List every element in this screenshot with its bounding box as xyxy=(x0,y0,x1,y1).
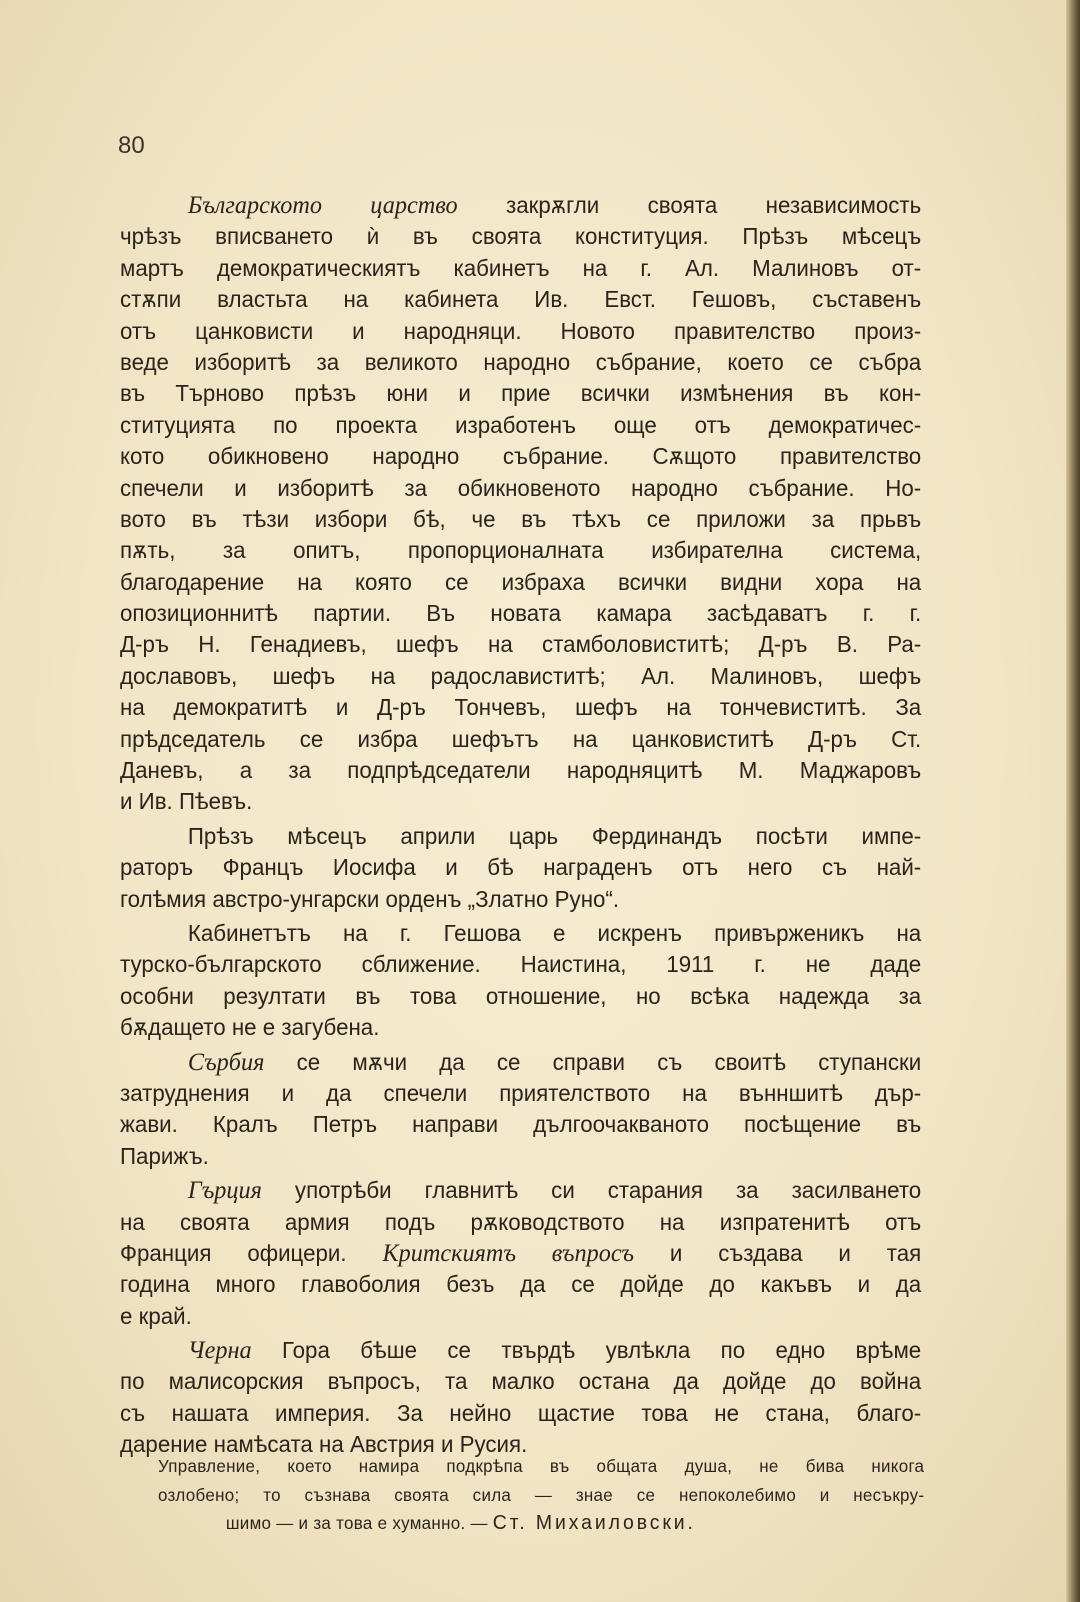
text-line xyxy=(120,661,921,692)
text-span: голѣмия австро-унгарски орденъ „Златно Руно“. xyxy=(120,885,620,912)
text-line xyxy=(120,1269,921,1300)
text-span: по малисорския въпросъ, та малко остана да дойде до война xyxy=(120,1368,922,1395)
text-line xyxy=(120,1366,921,1397)
quote-line: Управление, което намира подкрѣпа въ общата душа, не бива никога xyxy=(158,1456,925,1476)
text-line xyxy=(120,504,921,535)
text-span: Парижъ. xyxy=(120,1142,209,1169)
text-line xyxy=(120,786,921,817)
text-line xyxy=(120,884,921,915)
text-line xyxy=(120,567,921,598)
text-line xyxy=(120,1141,921,1172)
text-line xyxy=(120,347,921,378)
text-span: благодарение на която се избраха всички видни хора на xyxy=(120,568,922,595)
text-span: прѣдседатель се избра шефътъ на цанковиститѣ Д-ръ Ст. xyxy=(120,725,922,752)
text-span: затруднения и да спечели приятелството на вънншитѣ дър- xyxy=(120,1079,922,1106)
text-span: бѫдащето не е загубена. xyxy=(120,1014,380,1041)
text-span: на своята армия подъ рѫководството на изпратенитѣ отъ xyxy=(120,1208,922,1235)
text-line xyxy=(120,1047,921,1078)
text-line xyxy=(120,1175,921,1206)
text-line xyxy=(120,724,921,755)
text-span: и създава и тая xyxy=(633,1239,922,1266)
text-line xyxy=(120,190,921,221)
text-span: дарение намѣсата на Австрия и Русия. xyxy=(120,1431,528,1458)
text-line xyxy=(120,1078,921,1109)
text-line xyxy=(120,410,921,441)
text-span: особни резултати въ това отношение, но всѣка надежда за xyxy=(120,982,922,1009)
text-line xyxy=(120,221,921,252)
text-span: на демократитѣ и Д-ръ Тончевъ, шефъ на тончевиститѣ. За xyxy=(120,694,922,721)
text-span: се мѫчи да се справи съ своитѣ ступански xyxy=(264,1048,922,1075)
italic-term: Сърбия xyxy=(187,1048,265,1076)
text-span: опозиционнитѣ партии. Въ новата камара засѣдаватъ г. г. xyxy=(120,600,922,627)
text-line xyxy=(120,1335,921,1366)
text-span: Кабинетътъ на г. Гешова е искренъ привърженикъ на xyxy=(187,919,922,946)
text-line xyxy=(120,692,921,723)
text-span: година много главоболия безъ да се дойде до какъвъ и да xyxy=(120,1271,922,1298)
italic-term: Българското царство xyxy=(187,192,458,219)
text-line xyxy=(120,316,921,347)
text-line xyxy=(120,821,921,852)
italic-term: Черна xyxy=(187,1337,252,1365)
quote-line: озлобено; то съзнава своята сила — знае се непоколебимо и несъкру- xyxy=(158,1484,925,1505)
text-line xyxy=(120,755,921,786)
text-span: кото обикновено народно събрание. Сѫщото правителство xyxy=(120,443,922,470)
epigraph-quote xyxy=(158,1452,948,1538)
text-line xyxy=(120,1398,921,1429)
text-line xyxy=(120,949,921,980)
page-number: 80 xyxy=(118,132,145,159)
text-span: закрѫгли своята независимость xyxy=(457,192,922,218)
italic-term: Гърция xyxy=(187,1177,262,1205)
text-line xyxy=(120,981,921,1012)
text-span: чрѣзъ вписването ѝ въ своята конституция. Прѣзъ мѣсецъ xyxy=(120,223,922,250)
text-span: Франция офицери. xyxy=(120,1239,383,1266)
text-span: и Ив. Пѣевъ. xyxy=(120,788,253,815)
quote-author: Ст. Михаиловски. xyxy=(492,1512,696,1534)
text-span: спечели и изборитѣ за обикновеното народно събрание. Но- xyxy=(120,474,922,501)
italic-term: Критскиятъ въпросъ xyxy=(382,1239,634,1267)
text-span: Прѣзъ мѣсецъ априли царь Фердинандъ посѣти импе- xyxy=(187,822,922,849)
quote-line-text: шимо — и за това е хуманно. — xyxy=(225,1513,488,1533)
text-span: е край. xyxy=(120,1302,192,1329)
text-line xyxy=(120,1207,921,1238)
text-span: мартъ демократическиятъ кабинетъ на г. Ал. Малиновъ от- xyxy=(120,254,922,281)
text-line xyxy=(120,598,921,629)
text-line xyxy=(120,378,921,409)
text-span: вото въ тѣзи избори бѣ, че въ тѣхъ се приложи за прьвъ xyxy=(120,505,922,532)
text-line xyxy=(120,441,921,472)
text-span: Д-ръ Н. Генадиевъ, шефъ на стамболовиститѣ; Д-ръ В. Ра- xyxy=(120,631,922,658)
text-span: въ Търново прѣзъ юни и прие всички измѣнения въ кон- xyxy=(120,380,922,407)
text-span: отъ цанковисти и народняци. Новото правителство произ- xyxy=(120,317,922,344)
text-line xyxy=(120,1109,921,1140)
quote-line xyxy=(158,1509,924,1538)
text-line xyxy=(120,535,921,566)
text-span: Гора бѣше се твърдѣ увлѣкла по едно врѣме xyxy=(251,1337,922,1364)
page-binding-edge xyxy=(1066,0,1080,1602)
text-span: веде изборитѣ за великото народно събрание, което се събра xyxy=(120,348,922,375)
text-line xyxy=(120,284,921,315)
text-span: раторъ Францъ Иосифа и бѣ награденъ отъ него съ най- xyxy=(120,854,922,881)
text-span: стѫпи властьта на кабинета Ив. Евст. Гешовъ, съставенъ xyxy=(120,286,922,313)
text-line xyxy=(120,253,921,284)
text-line xyxy=(120,1238,921,1269)
text-line xyxy=(120,852,921,883)
text-span: жави. Кралъ Петръ направи дългоочакваното посѣщение въ xyxy=(120,1111,922,1138)
text-span: турско-българското сближение. Наистина, 1911 г. не даде xyxy=(120,951,922,978)
main-text xyxy=(120,190,946,1461)
text-line xyxy=(120,1012,921,1043)
text-span: дославовъ, шефъ на радославиститѣ; Ал. Малиновъ, шефъ xyxy=(120,662,922,689)
text-span: употрѣби главнитѣ си старания за засилването xyxy=(261,1177,922,1204)
text-line xyxy=(120,629,921,660)
text-span: пѫть, за опитъ, пропорционалната избирателна система, xyxy=(120,537,922,564)
text-span: съ нашата империя. За нейно щастие това не стана, благо- xyxy=(120,1399,922,1426)
text-line xyxy=(120,918,921,949)
text-line xyxy=(120,473,921,504)
text-line xyxy=(120,1301,921,1332)
text-span: ституцията по проекта изработенъ още отъ демократичес- xyxy=(120,411,922,438)
text-span: Даневъ, а за подпрѣдседатели народняцитѣ М. Маджаровъ xyxy=(120,757,922,784)
